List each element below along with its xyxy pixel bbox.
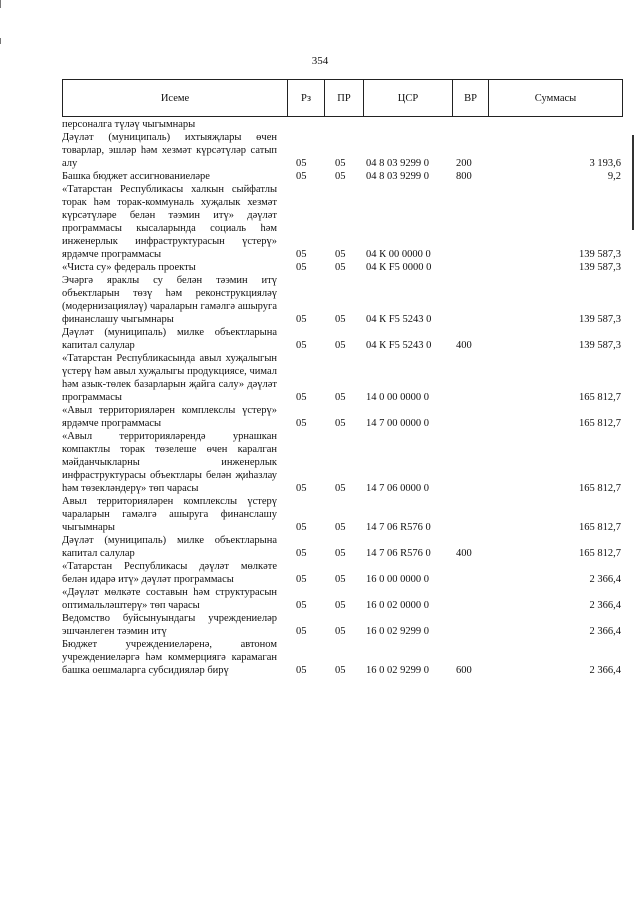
row-name: Бюджет учреждениеләренә, автоном учреждениеләргә һәм коммерциягә карамаган башка оешмаларга субсидияләр бирү [62, 639, 277, 676]
table-row [62, 261, 627, 274]
table-row [62, 274, 627, 326]
row-name: «Дәүләт мөлкәте составын һәм структурасын оптимальләштерү» төп чарасы [62, 587, 277, 611]
row-rz: 05 [296, 574, 307, 585]
row-sum: 139 587,3 [579, 249, 621, 260]
row-vr: 400 [456, 340, 472, 351]
table-header [62, 79, 623, 117]
row-pr: 05 [335, 262, 346, 273]
table-row [62, 495, 627, 534]
table-row [62, 118, 627, 131]
row-sum: 2 366,4 [589, 626, 621, 637]
row-pr: 05 [335, 665, 346, 676]
row-rz: 05 [296, 314, 307, 325]
row-csr: 16 0 02 9299 0 [366, 626, 429, 637]
header-vr: ВР [452, 80, 488, 116]
row-pr: 05 [335, 548, 346, 559]
row-pr: 05 [335, 418, 346, 429]
row-csr: 04 8 03 9299 0 [366, 171, 429, 182]
row-rz: 05 [296, 665, 307, 676]
row-pr: 05 [335, 314, 346, 325]
row-rz: 05 [296, 392, 307, 403]
row-csr: 04 К F5 5243 0 [366, 314, 432, 325]
header-csr: ЦСР [363, 80, 452, 116]
row-pr: 05 [335, 340, 346, 351]
row-vr: 400 [456, 548, 472, 559]
row-name: Башка бюджет ассигнованиеләре [62, 171, 210, 182]
row-csr: 14 7 06 R576 0 [366, 522, 431, 533]
row-name: Авыл территорияләрен комплекслы үстерү чараларын гамәлгә ашыруга финанслашу чыгымнары [62, 496, 277, 533]
header-pr: ПР [324, 80, 363, 116]
row-csr: 14 7 00 0000 0 [366, 418, 429, 429]
row-vr: 800 [456, 171, 472, 182]
row-sum: 3 193,6 [589, 158, 621, 169]
table-body [62, 118, 627, 677]
row-sum: 9,2 [607, 171, 621, 182]
row-csr: 16 0 00 0000 0 [366, 574, 429, 585]
row-pr: 05 [335, 158, 346, 169]
row-name: Эчәргә яраклы су белән тәэмин итү объектларын төзү һәм реконструкцияләү (модернизацияләү) чараларын гамәлгә ашыруга финанслашу чыгымнары [62, 275, 277, 325]
row-name: Дәүләт (муниципаль) милке объектларына капитал салулар [62, 535, 277, 559]
row-pr: 05 [335, 392, 346, 403]
row-sum: 2 366,4 [589, 600, 621, 611]
table-row [62, 586, 627, 612]
row-csr: 04 К F5 0000 0 [366, 262, 432, 273]
header-rz: Рз [287, 80, 324, 116]
row-sum: 2 366,4 [589, 574, 621, 585]
row-name: «Татарстан Республикасы дәүләт мөлкәте белән идарә итү» дәүләт программасы [62, 561, 277, 585]
row-name: Дәүләт (муниципаль) милке объектларына капитал салулар [62, 327, 277, 351]
row-rz: 05 [296, 483, 307, 494]
table-row [62, 534, 627, 560]
table-row [62, 430, 627, 495]
row-sum: 165 812,7 [579, 392, 621, 403]
table-row [62, 170, 627, 183]
row-name: «Чиста су» федераль проекты [62, 262, 196, 273]
row-csr: 04 8 03 9299 0 [366, 158, 429, 169]
table-row [62, 560, 627, 586]
margin-mark [0, 38, 1, 44]
right-edge-bar [632, 135, 634, 230]
row-pr: 05 [335, 574, 346, 585]
row-rz: 05 [296, 171, 307, 182]
table-row [62, 638, 627, 677]
row-rz: 05 [296, 262, 307, 273]
page-number: 354 [311, 55, 329, 67]
row-sum: 165 812,7 [579, 483, 621, 494]
row-pr: 05 [335, 626, 346, 637]
table-row [62, 352, 627, 404]
row-rz: 05 [296, 418, 307, 429]
row-sum: 165 812,7 [579, 418, 621, 429]
row-sum: 139 587,3 [579, 262, 621, 273]
row-csr: 16 0 02 9299 0 [366, 665, 429, 676]
row-csr: 14 0 00 0000 0 [366, 392, 429, 403]
row-rz: 05 [296, 522, 307, 533]
row-name: «Авыл территорияләрен комплекслы үстерү» ярдәмче программасы [62, 405, 277, 429]
row-rz: 05 [296, 158, 307, 169]
row-name: Ведомство буйсынуындагы учреждениеләр эшчәнлеген тәэмин итү [62, 613, 277, 637]
row-vr: 200 [456, 158, 472, 169]
row-rz: 05 [296, 249, 307, 260]
row-csr: 14 7 06 R576 0 [366, 548, 431, 559]
row-sum: 165 812,7 [579, 548, 621, 559]
row-sum: 139 587,3 [579, 314, 621, 325]
row-csr: 04 К F5 5243 0 [366, 340, 432, 351]
row-pr: 05 [335, 522, 346, 533]
table-row [62, 131, 627, 170]
row-name: персоналга түләү чыгымнары [62, 119, 196, 130]
table-row [62, 183, 627, 261]
table-row [62, 326, 627, 352]
row-rz: 05 [296, 340, 307, 351]
row-csr: 14 7 06 0000 0 [366, 483, 429, 494]
row-rz: 05 [296, 600, 307, 611]
row-pr: 05 [335, 483, 346, 494]
row-pr: 05 [335, 249, 346, 260]
row-sum: 139 587,3 [579, 340, 621, 351]
table-row [62, 404, 627, 430]
row-csr: 16 0 02 0000 0 [366, 600, 429, 611]
row-csr: 04 К 00 0000 0 [366, 249, 431, 260]
row-name: «Татарстан Республикасы халкын сыйфатлы торак һәм торак-коммуналь хуҗалык хезмәт күрсәтүләре белән тәэмин итү» дәүләт программасы кысаларында социаль һәм инженерлык инфраструктурасын үстерү» ярдәмче программасы [62, 184, 277, 260]
header-name: Исеме [160, 92, 190, 104]
row-name: «Авыл территорияләрендә урнашкан компактлы торак төзелеше өчен каралган мәйданчыкларны инженерлык инфраструктурасы объектлары белән җиһазлау һәм төзекләндерү» төп чарасы [62, 431, 277, 494]
row-rz: 05 [296, 548, 307, 559]
row-pr: 05 [335, 600, 346, 611]
row-rz: 05 [296, 626, 307, 637]
row-vr: 600 [456, 665, 472, 676]
row-name: Дәүләт (муниципаль) ихтыяҗлары өчен товарлар, эшләр һәм хезмәт күрсәтүләр сатып алу [62, 132, 277, 169]
row-sum: 2 366,4 [589, 665, 621, 676]
row-sum: 165 812,7 [579, 522, 621, 533]
header-sum: Суммасы [488, 80, 622, 116]
margin-mark [0, 0, 1, 8]
row-pr: 05 [335, 171, 346, 182]
table-row [62, 612, 627, 638]
row-name: «Татарстан Республикасында авыл хуҗалыгын үстерү һәм авыл хуҗалыгы продукциясе, чимал һәм азык-төлек базарларын җайга салу» дәүләт программасы [62, 353, 277, 403]
